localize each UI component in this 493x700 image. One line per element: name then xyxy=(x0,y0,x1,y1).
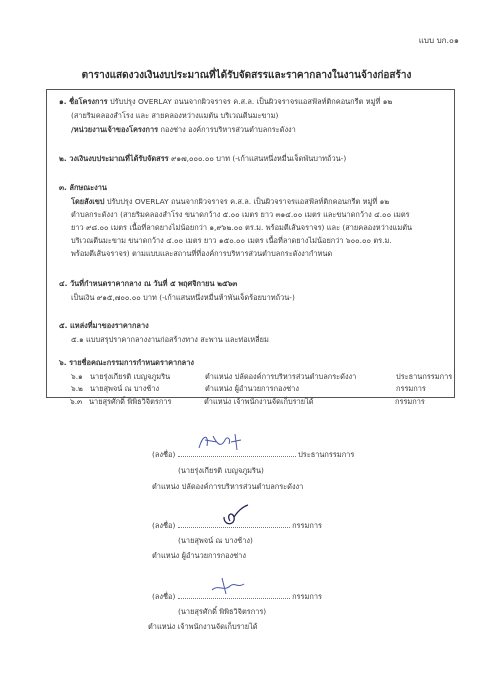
agency-name: กองช่าง องค์การบริหารส่วนตำบลกระดังงา xyxy=(160,125,296,134)
work-summary-row xyxy=(71,197,389,207)
member-1-name: นายรุ่งเกียรติ เบญจภูมริน xyxy=(90,372,171,381)
sign-role-3: กรรมการ xyxy=(292,592,322,601)
signature-3-image xyxy=(208,574,248,598)
sign-name-2: (นายสุพจน์ ณ บางช้าง) xyxy=(178,536,253,545)
member-2-role: กรรมการ xyxy=(396,384,426,393)
sign-position-2: ตำแหน่ง ผู้อำนวยการกองช่าง xyxy=(152,551,246,560)
sign-name-3: (นายสุรศักดิ์ พิพิธวิจิตรการ) xyxy=(178,607,267,616)
sign-position-3: ตำแหน่ง เจ้าพนักงานจัดเก็บรายได้ xyxy=(148,622,258,631)
member-3-role: กรรมการ xyxy=(395,397,425,406)
member-3-position: ตำแหน่ง เจ้าพนักงานจัดเก็บรายได้ xyxy=(204,397,314,406)
median-price: เป็นเงิน ๙๑๕,๗๐๐.๐๐ บาท (-เก้าแสนหนึ่งหมื่นห้าพันเจ็ดร้อยบาทถ้วน-) xyxy=(71,293,295,302)
agency-label: /หน่วยงานเจ้าของโครงการ xyxy=(71,125,159,134)
sign-role-1: ประธานกรรมการ xyxy=(298,450,355,459)
work-description-1: ปรับปรุง OVERLAY ถนนจากผิวจราจร ค.ส.ล. เป็นผิวจราจรแอสฟัลท์ติกคอนกรีต หมู่ที่ ๑๒ xyxy=(106,197,390,206)
project-route: (สายริมคลองสำโรง และ สายคลองหว่างแมตัน บริเวณตีนมะขาม) xyxy=(71,111,279,120)
work-description-4: บริเวณตีนมะขาม ขนาดกว้าง ๔.๐๐ เมตร ยาว ๑๕๐.๐๐ เมตร เนื้อที่ลาดยางไม่น้อยกว่า ๖๐๐.๐๐ ตร.ม. xyxy=(71,236,392,245)
section-6-heading: ๖. รายชื่อคณะกรรมการกำหนดราคากลาง xyxy=(59,358,194,367)
section-2-heading: ๒. วงเงินงบประมาณที่ได้รับจัดสรร xyxy=(59,154,169,163)
section-5-heading: ๕. แหล่งที่มาของราคากลาง xyxy=(59,321,149,330)
work-description-2: ตำบลกระดังงา (สายริมคลองสำโรง ขนาดกว้าง ๕.๐๐ เมตร ยาว ๓๑๔.๐๐ เมตร และขนาดกว้าง ๔.๐๐ เมตร xyxy=(71,210,410,219)
member-3-no: ๖.๓ xyxy=(70,397,83,406)
signature-2-image xyxy=(218,503,254,529)
section-1-heading: ๑. ชื่อโครงการ xyxy=(59,97,108,106)
work-description-5: พร้อมตีเส้นจราจร) ตามแบบและสถานที่ที่องค์การบริหารส่วนตำบลกระดังงากำหนด xyxy=(71,249,333,258)
project-name-row xyxy=(59,97,392,107)
signature-1-image xyxy=(195,430,245,456)
project-name: ปรับปรุง OVERLAY ถนนจากผิวจราจร ค.ส.ล. เป็นผิวจราจรแอสฟัลท์ติกคอนกรีต หมู่ที่ ๑๒ xyxy=(109,97,393,106)
work-description-3: ยาว ๙๘.๐๐ เมตร เนื้อที่ลาดยางไม่น้อยกว่า ๑,๙๖๒.๐๐ ตร.ม. พร้อมตีเส้นจราจร) และ (สายคลองหว่างแมตัน xyxy=(71,223,413,232)
project-details-box xyxy=(46,89,455,398)
member-2-no: ๖.๒ xyxy=(71,384,83,393)
member-3-name: นายสุรศักดิ์ พิพิธวิจิตรการ xyxy=(89,397,172,406)
budget-row xyxy=(59,154,346,164)
price-source: ๕.๑ แบบสรุปราคากลางงานก่อสร้างทาง สะพาน และท่อเหลี่ยม xyxy=(71,335,269,344)
document-title: ตารางแสดงวงเงินงบประมาณที่ได้รับจัดสรรและราคากลางในงานจ้างก่อสร้าง xyxy=(81,70,412,81)
sign-role-2: กรรมการ xyxy=(292,521,322,530)
signature-block-chair xyxy=(152,449,354,461)
sign-label-1: (ลงชื่อ) xyxy=(152,450,176,459)
sign-name-1: (นายรุ่งเกียรติ เบญจภูมริน) xyxy=(178,466,264,475)
member-1-role: ประธานกรรมการ xyxy=(396,372,453,381)
section-3-heading: ๓. ลักษณะงาน xyxy=(59,183,107,192)
section-4-heading: ๔. วันที่กำหนดราคากลาง ณ วันที่ ๕ พฤศจิกายน ๒๕๖๓ xyxy=(59,279,238,288)
member-2-position: ตำแหน่ง ผู้อำนวยการกองช่าง xyxy=(205,384,299,393)
member-2-name: นายสุพจน์ ณ บางช้าง xyxy=(90,384,160,393)
form-code: แบบ บก.๐๑ xyxy=(418,36,459,45)
budget-amount: ๙๑๗,๐๐๐.๐๐ บาท (-เก้าแสนหนึ่งหมื่นเจ็ดพันบาทถ้วน-) xyxy=(171,154,347,163)
sign-label-3: (ลงชื่อ) xyxy=(152,592,176,601)
summary-label: โดยสังเขป xyxy=(71,197,105,206)
member-1-position: ตำแหน่ง ปลัดองค์การบริหารส่วนตำบลกระดังงา xyxy=(205,372,357,381)
sign-position-1: ตำแหน่ง ปลัดองค์การบริหารส่วนตำบลกระดังงา xyxy=(152,482,304,491)
member-1-no: ๖.๑ xyxy=(71,372,83,381)
sign-label-2: (ลงชื่อ) xyxy=(152,521,176,530)
agency-row xyxy=(71,125,296,135)
